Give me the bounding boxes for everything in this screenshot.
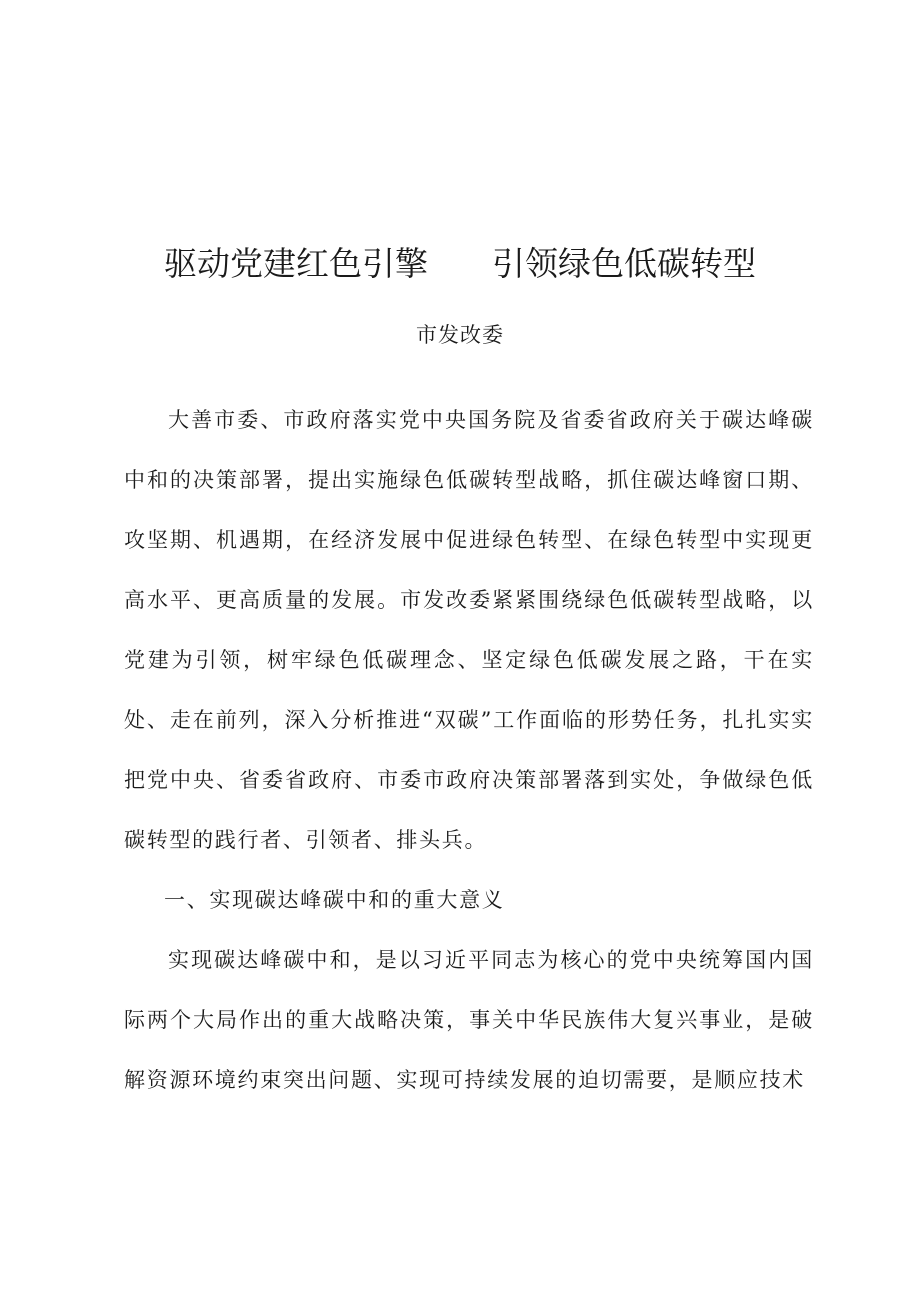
title-part-1: 驱动党建红色引擎 bbox=[164, 244, 428, 283]
body-paragraph-1: 大善市委、市政府落实党中央国务院及省委省政府关于碳达峰碳中和的决策部署，提出实施绿色低碳转型战略，抓住碳达峰窗口期、攻坚期、机遇期，在经济发展中促进绿色转型、在绿色转型中实现更高水平、更高质量的发展。市发改委紧紧围绕绿色低碳转型战略，以党建为引领，树牢绿色低碳理念、坚定绿色低碳发展之路，干在实处、走在前列，深入分析推进“双碳”工作面临的形势任务，扎扎实实把党中央、省委省政府、市委市政府决策部署落到实处，争做绿色低碳转型的践行者、引领者、排头兵。 bbox=[124, 408, 814, 852]
section-heading-1: 一、实现碳达峰碳中和的重大意义 bbox=[164, 888, 505, 912]
title-part-2: 引领绿色低碳转型 bbox=[492, 244, 756, 283]
author-line: 市发改委 bbox=[416, 323, 504, 347]
page-title bbox=[0, 240, 920, 288]
body-paragraph-2: 实现碳达峰碳中和，是以习近平同志为核心的党中央统筹国内国际两个大局作出的重大战略决策，事关中华民族伟大复兴事业，是破解资源环境约束突出问题、实现可持续发展的迫切需要，是顺应技术 bbox=[124, 948, 814, 1092]
